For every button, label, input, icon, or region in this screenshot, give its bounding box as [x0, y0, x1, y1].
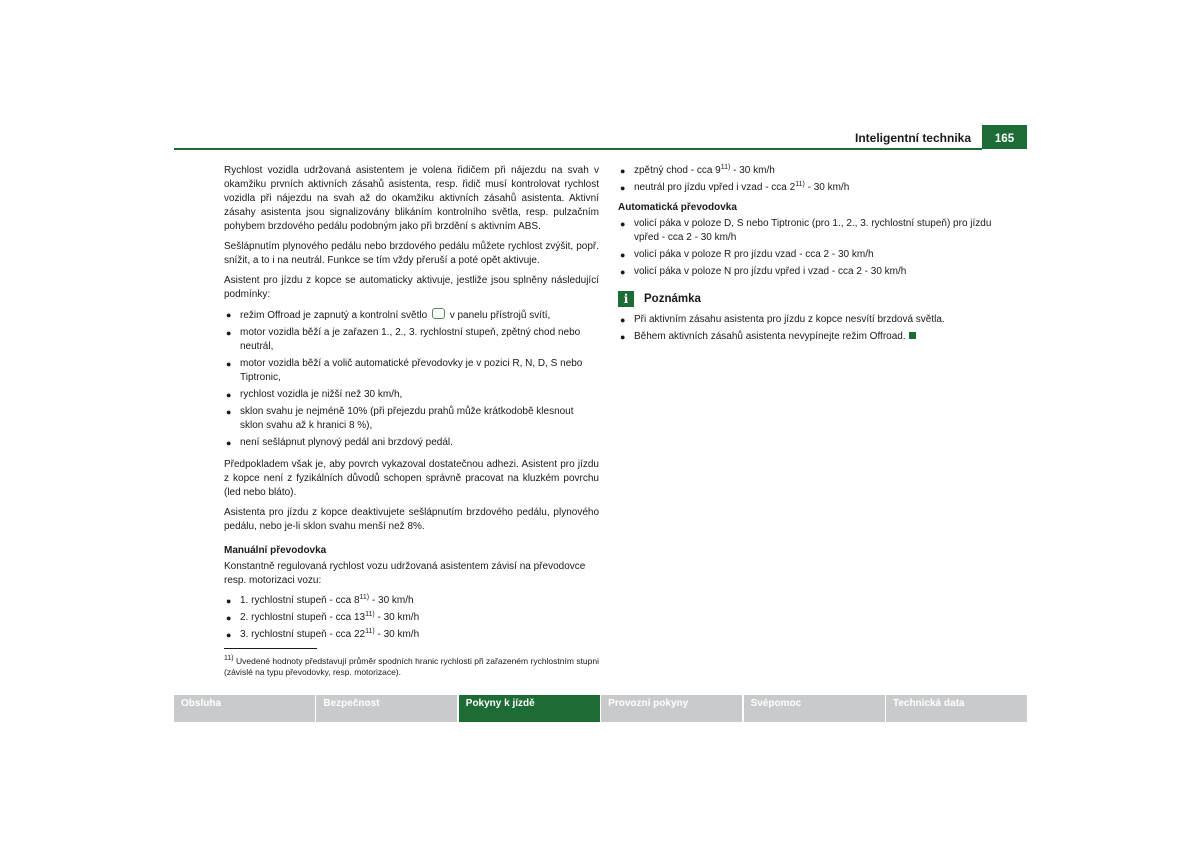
list-item: ● zpětný chod - cca 9$^{11)}$ - 30 km/h — [620, 164, 775, 176]
note-header — [618, 291, 998, 307]
bullet-icon: ● — [620, 315, 626, 325]
bullet-icon: ● — [620, 183, 626, 193]
page-number: 165 — [982, 125, 1027, 149]
list-item: ● 3. rychlostní stupeň - cca 22$^{11)}$ - 30 km/h — [226, 628, 420, 640]
paragraph: Konstantně regulovaná rychlost vozu udržovaná asistentem závisí na převodovce resp. motorizaci vozu: — [224, 561, 586, 586]
bullet-icon: ● — [226, 407, 232, 417]
list-item: ● rychlost vozidla je nižší než 30 km/h, — [226, 389, 403, 400]
offroad-lamp-icon — [432, 308, 445, 319]
list-item: ● Při aktivním zásahu asistenta pro jízdu z kopce nesvítí brzdová světla. — [620, 314, 945, 325]
chapter-nav — [174, 695, 1027, 722]
bullet-icon: ● — [226, 596, 232, 606]
nav-tab-provozni-pokyny[interactable]: Provozní pokyny — [601, 695, 742, 722]
manual-transmission-heading: Manuální převodovka — [224, 545, 327, 556]
list-item: ● motor vozidla běží a je zařazen 1., 2., 3. rychlostní stupeň, zpětný chod nebo neutrál, — [226, 327, 581, 352]
paragraph: Asistenta pro jízdu z kopce deaktivujete sešlápnutím brzdového pedálu, plynového pedálu, nebo je-li sklon svahu menší než 8%. — [224, 507, 599, 532]
info-icon: i — [618, 291, 634, 307]
list-item: ● 1. rychlostní stupeň - cca 8$^{11)}$ - 30 km/h — [226, 594, 414, 606]
section-end-icon — [909, 332, 916, 339]
note-title: Poznámka — [644, 293, 701, 305]
paragraph: Rychlost vozidla udržovaná asistentem je volena řidičem při nájezdu na svah v okamžiku prvních aktivních zásahů asistenta, resp. řidič musí kontrolovat rychlost vozidla při nájezdu na svah až do okamžiku aktivních zásahů asistenta. Aktivní zásahy asistenta jsou signalizovány blikáním kontrolního světla, resp. pulzačním pohybem brzdového pedálu podobným jako při brzdění s aktivním ABS. — [224, 165, 599, 232]
bullet-icon: ● — [620, 166, 626, 176]
bullet-icon: ● — [226, 438, 232, 448]
automatic-transmission-heading: Automatická převodovka — [618, 202, 737, 213]
paragraph: Předpokladem však je, aby povrch vykazoval dostatečnou adhezi. Asistent pro jízdu z kopce není z fyzikálních důvodů schopen správně pracovat na kluzkém povrchu (led nebo bláto). — [224, 459, 599, 498]
list-item: ● volicí páka v poloze R pro jízdu vzad - cca 2 - 30 km/h — [620, 249, 874, 260]
header-rule — [174, 148, 982, 150]
nav-tab-svepomoc[interactable]: Svépomoc — [744, 695, 885, 722]
list-item: ● 2. rychlostní stupeň - cca 13$^{11)}$ - 30 km/h — [226, 611, 420, 623]
bullet-icon: ● — [226, 613, 232, 623]
left-column — [224, 164, 599, 645]
list-item: ● volicí páka v poloze N pro jízdu vpřed i vzad - cca 2 - 30 km/h — [620, 266, 907, 277]
list-item: ● neutrál pro jízdu vpřed i vzad - cca 2$^{11)}$ - 30 km/h — [620, 181, 850, 193]
footnote-text: Uvedené hodnoty představují průměr spodních hranic rychlosti při zařazeném rychlostním stupni (závislé na typu převodovky, resp. motorizace). — [224, 656, 599, 677]
bullet-icon: ● — [620, 267, 626, 277]
bullet-icon: ● — [620, 219, 626, 229]
nav-tab-pokyny-k-jizde[interactable]: Pokyny k jízdě — [459, 695, 600, 722]
right-column — [618, 164, 998, 347]
bullet-icon: ● — [226, 630, 232, 640]
bullet-icon: ● — [226, 390, 232, 400]
footnote-ref: 11) — [359, 594, 370, 601]
bullet-icon: ● — [226, 328, 232, 338]
footnote-ref: 11) — [720, 164, 731, 171]
bullet-icon: ● — [226, 359, 232, 369]
footnote-ref: 11) — [365, 628, 375, 635]
list-item: ● režim Offroad je zapnutý a kontrolní světlo v panelu přístrojů svítí, — [226, 310, 551, 321]
footnote-ref: 11) — [365, 611, 375, 618]
list-item: ● Během aktivních zásahů asistenta nevypínejte režim Offroad. — [618, 330, 998, 344]
paragraph: Asistent pro jízdu z kopce se automaticky aktivuje, jestliže jsou splněny následující podmínky: — [224, 275, 599, 300]
list-item: ● není sešlápnut plynový pedál ani brzdový pedál. — [226, 437, 453, 448]
footnote-rule — [224, 648, 317, 649]
page-header-title: Inteligentní technika — [854, 131, 971, 145]
footnote-ref: 11) — [795, 181, 805, 188]
bullet-icon: ● — [620, 250, 626, 260]
list-item: ● sklon svahu je nejméně 10% (při přejezdu prahů může krátkodobě klesnout sklon svahu až k hranici 8 %), — [226, 406, 574, 431]
nav-tab-bezpecnost[interactable]: Bezpečnost — [316, 695, 457, 722]
paragraph: Sešlápnutím plynového pedálu nebo brzdového pedálu můžete rychlost zvýšit, popř. snížit, a to i na neutrál. Funkce se tím vždy přeruší a poté opět aktivuje. — [224, 241, 599, 266]
nav-tab-technicka-data[interactable]: Technická data — [886, 695, 1027, 722]
bullet-icon: ● — [226, 310, 232, 320]
bullet-icon: ● — [620, 332, 626, 342]
list-item: ● volicí páka v poloze D, S nebo Tiptronic (pro 1., 2., 3. rychlostní stupeň) pro jízdu vpřed - cca 2 - 30 km/h — [620, 218, 992, 243]
list-item: ● motor vozidla běží a volič automatické převodovky je v pozici R, N, D, S nebo Tiptronic, — [226, 358, 583, 383]
nav-tab-obsluha[interactable]: Obsluha — [174, 695, 315, 722]
footnote — [224, 656, 599, 678]
footnote-mark: 11) — [224, 655, 234, 662]
